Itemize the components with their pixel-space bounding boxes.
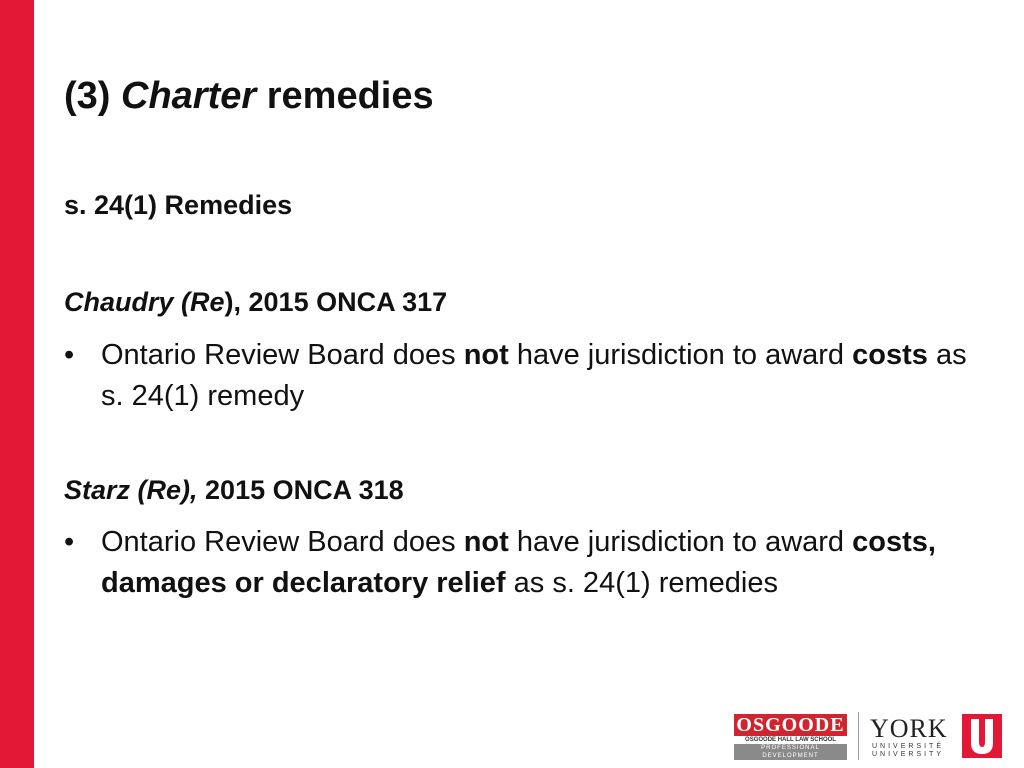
case-name-italic: Starz (Re), <box>64 475 198 505</box>
bullet-text: Ontario Review Board does not have jurisdiction to award costs, damages or declaratory relief as s. 24(1) remedies <box>101 526 936 599</box>
york-line1: UNIVERSITÉ <box>872 743 945 750</box>
case-citation: 2015 ONCA 318 <box>197 475 404 505</box>
osgoode-logo <box>734 714 847 760</box>
slide-title <box>64 74 434 120</box>
left-accent-bar <box>0 0 34 768</box>
osgoode-wordmark: OSGOODE <box>734 714 847 736</box>
title-suffix: remedies <box>266 75 434 117</box>
osgoode-pd-line2: DEVELOPMENT <box>762 753 819 759</box>
osgoode-pd-line1: PROFESSIONAL <box>761 745 820 751</box>
case-heading-chaudry <box>64 286 447 318</box>
title-italic: Charter <box>121 75 257 117</box>
footer-logos <box>730 710 1005 762</box>
york-wordmark: YORK <box>870 714 948 743</box>
osgoode-school: OSGOODE HALL LAW SCHOOL <box>745 737 836 743</box>
case-heading-starz <box>64 474 404 506</box>
logo-divider <box>858 712 859 760</box>
title-prefix: (3) <box>64 75 111 117</box>
case-name-italic: Chaudry (Re <box>64 287 225 317</box>
bullet-chaudry <box>64 335 994 417</box>
section-subtitle: s. 24(1) Remedies <box>64 190 293 220</box>
york-line2: UNIVERSITY <box>872 751 945 758</box>
bullet-text: Ontario Review Board does not have jurisdiction to award costs as s. 24(1) remedy <box>101 339 967 412</box>
bullet-dot: • <box>64 526 75 558</box>
bullet-starz <box>64 522 994 604</box>
bullet-dot: • <box>64 339 75 371</box>
york-u-icon <box>962 714 1002 758</box>
osgoode-pd-band <box>734 744 847 760</box>
case-citation: ), 2015 ONCA 317 <box>224 287 448 317</box>
york-subtitle <box>872 743 944 759</box>
